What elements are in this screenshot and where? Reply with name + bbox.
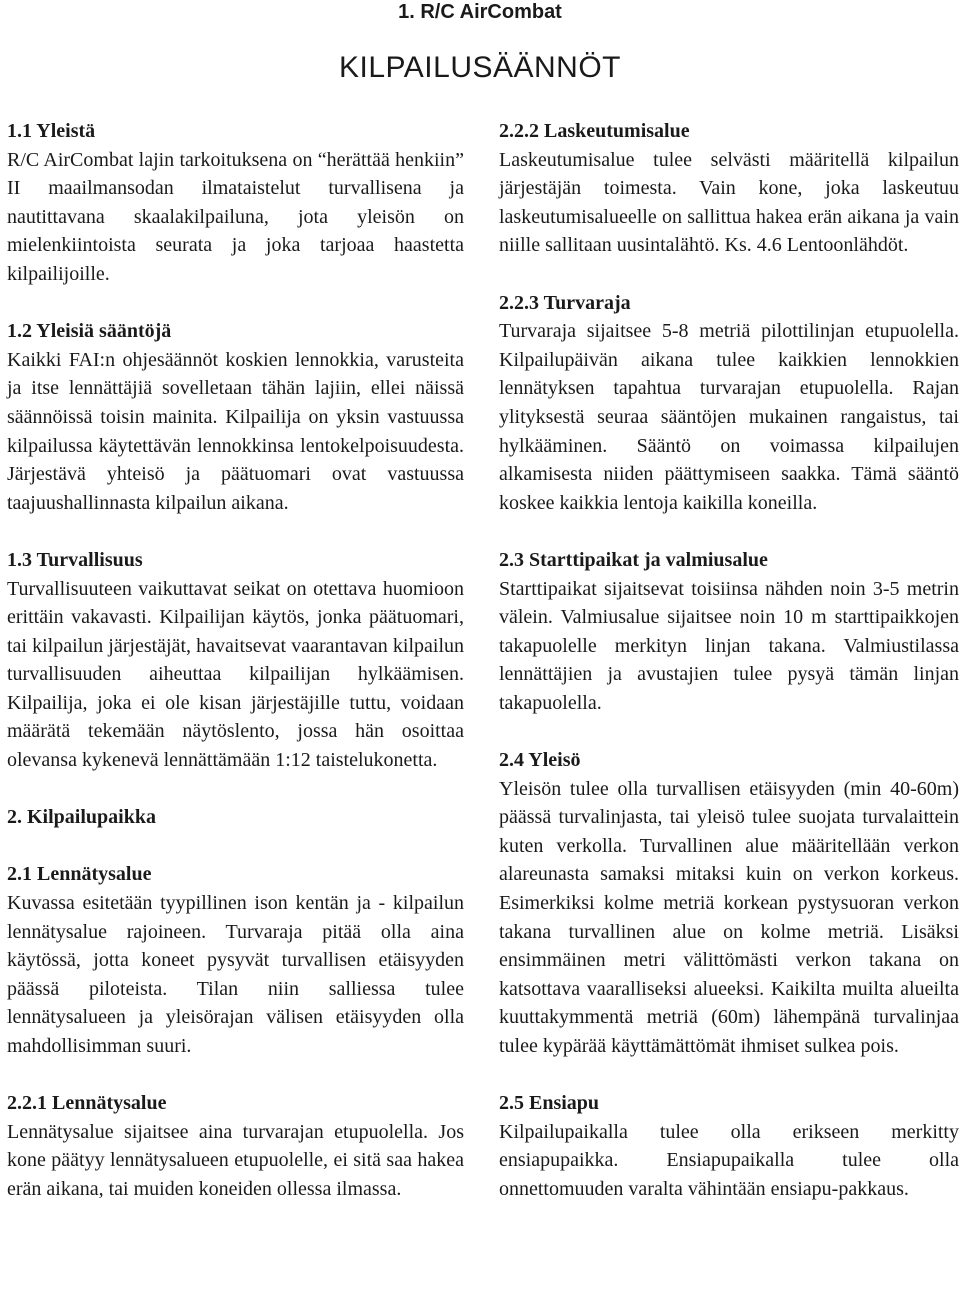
left-column [7, 117, 464, 1232]
section-heading: 1.2 Yleisiä sääntöjä [7, 320, 172, 343]
section-body: R/C AirCombat lajin tarkoituksena on “herättää henkiin” II maailmansodan ilmataistelut turvallisena ja nautittavana skaalakilpailuna, jota yleisön on mielenkiintoista seurata ja joka tarjoaa haastetta kilpailijoille. [7, 148, 464, 285]
section-2-2-2 [499, 117, 959, 260]
section-2-2-1 [7, 1089, 464, 1203]
section-body: Turvallisuuteen vaikuttavat seikat on otettava huomioon erittäin vakavasti. Kilpailijan käytös, jonka päätuomari, tai kilpailun järjestäjät, havaitsevat vaarantavan kilpailun turvallisuuden aiheuttaa kilpailijan hylkäämisen. Kilpailija, joka ei ole kisan järjestäjille tuttu, voidaan määrätä tekemään näytöslento, jossa hän osoittaa olevansa kykenevä lennättämään 1:12 taistelukonetta. [7, 577, 464, 772]
section-heading: 1.1 Yleistä [7, 120, 96, 142]
section-heading: 2. Kilpailupaikka [7, 806, 156, 829]
section-2-2-3 [499, 289, 959, 518]
section-1-2 [7, 317, 464, 517]
section-heading: 2.4 Yleisö [499, 749, 581, 772]
running-header [0, 0, 960, 24]
section-heading: 2.1 Lennätysalue [7, 863, 152, 886]
section-body: Starttipaikat sijaitsevat toisiinsa nähden noin 3-5 metrin välein. Valmiusalue sijaitsee noin 10 m starttipaikkojen takapuolelle merkityn linjan takana. Valmiustilassa lennättäjien ja avustajien tulee pysyä tämän linjan takapuolella. [499, 577, 959, 714]
section-body: Kuvassa esitetään tyypillinen ison kentän ja - kilpailun lennätysalue rajoineen. Turvaraja pitää olla aina käytössä, jotta koneet pysyvät turvallisen etäisyyden päässä piloteista. Tilan niin salliessa tulee lennätysalueen ja yleisörajan välisen etäisyyden olla mahdollisimman suuri. [7, 892, 464, 1057]
section-heading: 2.2.3 Turvaraja [499, 291, 631, 314]
running-title: 1. R/C AirCombat [398, 1, 562, 23]
section-2-5 [499, 1089, 959, 1203]
section-heading: 2.3 Starttipaikat ja valmiusalue [499, 548, 768, 571]
section-body: Turvaraja sijaitsee 5-8 metriä pilottilinjan etupuolella. Kilpailupäivän aikana tulee kaikkien lennokkien lennätyksen tapahtua turvarajan etupuolella. Rajan ylityksestä seuraa sääntöjen mukainen rangaistus, tai hylkääminen. Sääntö on voimassa kilpailujen alkamisesta niiden päättymiseen saakka. Tämä sääntö koskee kaikkia lentoja kaikilla koneilla. [499, 320, 959, 514]
section-body: Yleisön tulee olla turvallisen etäisyyden (min 40-60m) päässä turvalinjasta, tai yleisö tulee suojata turvalaittein kuten verkolla. Turvallinen alue määritellään verkon alareunasta samaksi mitaksi kuin on verkon korkeus. Esimerkiksi kolme metriä korkean pystysuoran verkon takana turvallinen alue on kolme metriä. Lisäksi ensimmäinen metri välittömästi verkon takana on katsottava vaaralliseksi alueeksi. Kaikilta muilta alueilta kuuttakymmentä metriä (60m) lähempänä turvalinjaa tulee kypärää käyttämättömät ihmiset sulkea pois. [499, 777, 959, 1057]
section-2-4 [499, 746, 959, 1061]
section-heading: 1.3 Turvallisuus [7, 548, 143, 571]
document-title: KILPAILUSÄÄNNÖT [338, 51, 622, 84]
section-heading: 2.2.1 Lennätysalue [7, 1092, 167, 1115]
section-heading: 2.2.2 Laskeutumisalue [499, 120, 690, 142]
section-body: Lennätysalue sijaitsee aina turvarajan etupuolella. Jos kone päätyy lennätysalueen etupuolelle, ei sitä saa hakea erän aikana, tai muiden koneiden ollessa ilmassa. [7, 1120, 464, 1200]
section-body: Laskeutumisalue tulee selvästi määritellä kilpailun järjestäjän toimesta. Vain kone, joka laskeutuu laskeutumisalueelle on sallittua hakea erän aikana ja vain niille sallitaan uusintalähtö. Ks. 4.6 Lentoonlähdöt. [499, 148, 959, 257]
section-body: Kaikki FAI:n ohjesäännöt koskien lennokkia, varusteita ja itse lennättäjiä sovelletaan tähän lajiin, ellei näissä säännöissä toisin mainita. Kilpailija on yksin vastuussa kilpailussa käytettävän lennokkinsa lentokelpoisuudesta. Järjestävä yhteisö ja päätuomari ovat vastuussa taajuushallinnasta kilpailun aikana. [7, 348, 464, 514]
right-column [499, 117, 959, 1232]
section-2-3 [499, 546, 959, 718]
section-2 [7, 803, 464, 832]
section-1-1 [7, 117, 464, 289]
section-2-1 [7, 860, 464, 1060]
section-heading: 2.5 Ensiapu [499, 1092, 600, 1115]
section-1-3 [7, 546, 464, 775]
section-body: Kilpailupaikalla tulee olla erikseen merkitty ensiapupaikka. Ensiapupaikalla tulee olla onnettomuuden varalta vähintään ensiapu-pakkaus. [499, 1120, 959, 1200]
